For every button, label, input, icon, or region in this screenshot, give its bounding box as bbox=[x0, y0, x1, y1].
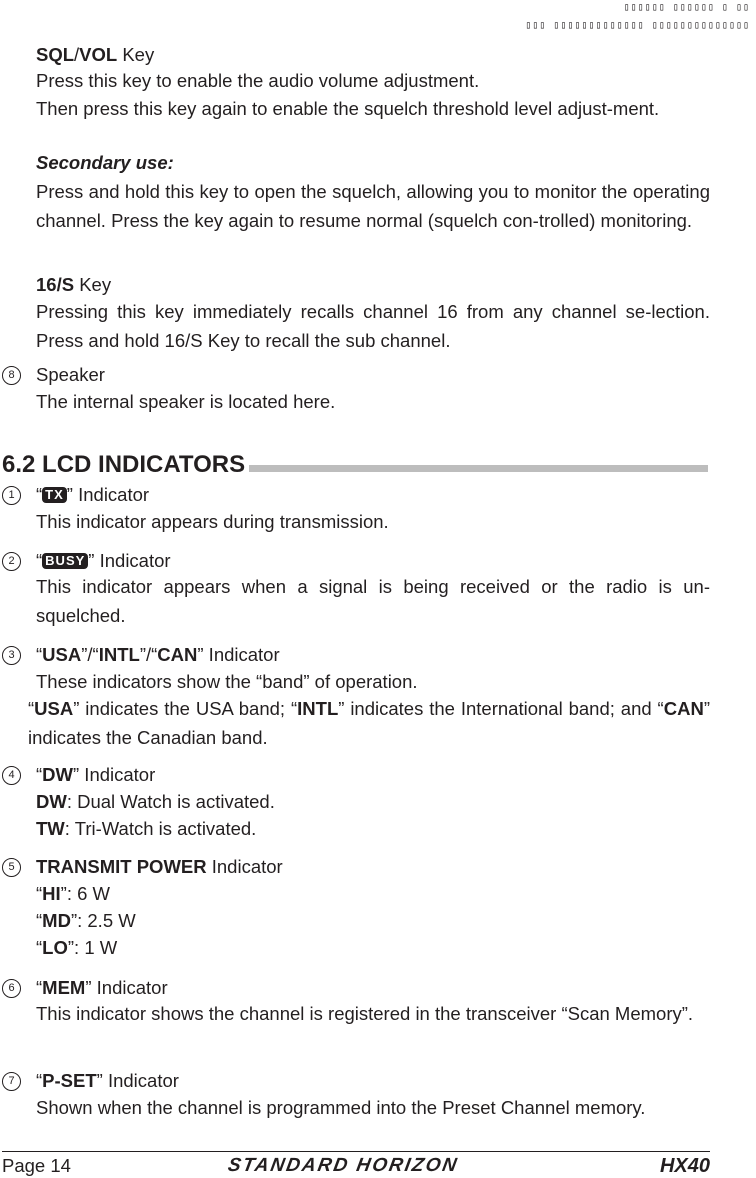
band-usa: USA bbox=[42, 644, 82, 665]
brand-logo: STANDARD HORIZON bbox=[226, 1155, 461, 1176]
power-lo-open: “ bbox=[36, 937, 43, 958]
dw-title-bold: DW bbox=[42, 764, 73, 785]
tx-quote-open: “ bbox=[36, 484, 43, 505]
sqlvol-p2: Then press this key again to enable the squelch threshold level adjust-ment. bbox=[36, 98, 660, 119]
tx-indicator-tag: TX bbox=[42, 487, 67, 503]
band-p1: These indicators show the “band” of operation. bbox=[36, 671, 418, 692]
band-p2a: “ bbox=[28, 698, 35, 719]
power-title bbox=[36, 856, 283, 878]
power-hi bbox=[36, 883, 110, 905]
key16s-title bbox=[36, 274, 111, 296]
band-can: CAN bbox=[157, 644, 198, 665]
band-title bbox=[36, 644, 280, 666]
mem-title bbox=[36, 977, 168, 999]
band-p2c: ” indicates the International band; and “ bbox=[338, 698, 664, 719]
power-title-bold: TRANSMIT POWER bbox=[36, 856, 207, 877]
item-number-badge: 1 bbox=[2, 486, 21, 505]
mem-title-bold: MEM bbox=[42, 977, 86, 998]
band-p2b: ” indicates the USA band; “ bbox=[73, 698, 298, 719]
tx-quote-close: ” Indicator bbox=[66, 484, 150, 505]
power-hi-open: “ bbox=[36, 883, 43, 904]
footer-page-number: Page 14 bbox=[2, 1155, 71, 1176]
power-md-open: “ bbox=[36, 910, 43, 931]
busy-quote-close: ” Indicator bbox=[88, 550, 171, 571]
busy-title bbox=[36, 550, 171, 572]
tx-title bbox=[36, 484, 149, 506]
pset-p1: Shown when the channel is programmed into the Preset Channel memory. bbox=[36, 1097, 646, 1118]
dw-line2-bold: TW bbox=[36, 818, 65, 839]
power-title-suffix: Indicator bbox=[206, 856, 283, 877]
power-md bbox=[36, 910, 136, 932]
dw-quote-close: ” Indicator bbox=[73, 764, 156, 785]
pset-title bbox=[36, 1070, 179, 1092]
dw-line2 bbox=[36, 818, 256, 840]
dw-line1-bold: DW bbox=[36, 791, 67, 812]
dw-line2-text: : Tri-Watch is activated. bbox=[64, 818, 257, 839]
band-t3: ”/“ bbox=[139, 644, 158, 665]
item-number-badge: 6 bbox=[2, 979, 21, 998]
speaker-title: Speaker bbox=[36, 364, 105, 385]
mem-quote-open: “ bbox=[36, 977, 43, 998]
power-md-label: MD bbox=[42, 910, 71, 931]
key16s-p1: Pressing this key immediately recalls channel 16 from any channel se-lection. Press and hold 16/S Key to recall the sub channel. bbox=[36, 301, 710, 351]
dw-title bbox=[36, 764, 155, 786]
power-lo-label: LO bbox=[42, 937, 68, 958]
power-hi-label: HI bbox=[42, 883, 61, 904]
header-garbled-text-2: ▯▯▯ ▯▯▯▯▯▯▯▯▯▯▯▯▯ ▯▯▯▯▯▯▯▯▯▯▯▯▯▯ bbox=[525, 20, 750, 31]
header-garbled-text-1: ▯▯▯▯▯▯ ▯▯▯▯▯▯ ▯ ▯▯ bbox=[623, 2, 750, 13]
power-hi-value: ”: 6 W bbox=[60, 883, 111, 904]
footer-rule bbox=[2, 1151, 710, 1152]
mem-p1: This indicator shows the channel is registered in the transceiver “Scan Memory”. bbox=[36, 1003, 694, 1024]
band-t1: “ bbox=[36, 644, 43, 665]
mem-quote-close: ” Indicator bbox=[85, 977, 168, 998]
sqlvol-p3: Press and hold this key to open the squelch, allowing you to monitor the operating channel. Press the key again to resume normal (squelch con-trolled) monitoring. bbox=[36, 181, 710, 231]
sqlvol-title-b: VOL bbox=[79, 44, 118, 65]
busy-quote-open: “ bbox=[36, 550, 43, 571]
power-lo bbox=[36, 937, 117, 959]
pset-quote-open: “ bbox=[36, 1070, 43, 1091]
busy-indicator-tag: BUSY bbox=[42, 553, 88, 569]
item-number-badge: 5 bbox=[2, 858, 21, 877]
band-p2 bbox=[28, 694, 710, 752]
power-md-value: ”: 2.5 W bbox=[70, 910, 136, 931]
item-number-badge: 3 bbox=[2, 646, 21, 665]
power-lo-value: ”: 1 W bbox=[67, 937, 118, 958]
sqlvol-title bbox=[36, 44, 154, 66]
sqlvol-title-suffix: Key bbox=[117, 44, 155, 65]
dw-quote-open: “ bbox=[36, 764, 43, 785]
footer-model: HX40 bbox=[659, 1155, 710, 1177]
sqlvol-secondary-label: Secondary use: bbox=[36, 152, 174, 173]
item-number-badge: 7 bbox=[2, 1072, 21, 1091]
item-number-badge: 8 bbox=[2, 366, 21, 385]
key16s-title-bold: 16/S bbox=[36, 274, 75, 295]
item-number-badge: 4 bbox=[2, 766, 21, 785]
tx-p1: This indicator appears during transmission. bbox=[36, 511, 389, 532]
sqlvol-title-a: SQL bbox=[36, 44, 75, 65]
speaker-p1: The internal speaker is located here. bbox=[36, 391, 336, 412]
band-t4: ” Indicator bbox=[197, 644, 280, 665]
band-p2-can: CAN bbox=[663, 698, 704, 719]
sqlvol-title-sep: / bbox=[74, 44, 80, 65]
band-t2: ”/“ bbox=[81, 644, 99, 665]
band-p2d: ” indicates the Canadian band. bbox=[28, 698, 710, 748]
key16s-title-suffix: Key bbox=[74, 274, 112, 295]
band-intl: INTL bbox=[98, 644, 140, 665]
sqlvol-p1: Press this key to enable the audio volume adjustment. bbox=[36, 70, 480, 91]
dw-line1 bbox=[36, 791, 275, 813]
band-p2-intl: INTL bbox=[297, 698, 339, 719]
band-p2-usa: USA bbox=[34, 698, 74, 719]
busy-p1: This indicator appears when a signal is being received or the radio is un-squelched. bbox=[36, 576, 710, 626]
section-heading: 6.2 LCD INDICATORS bbox=[2, 450, 249, 480]
item-number-badge: 2 bbox=[2, 552, 21, 571]
dw-line1-text: : Dual Watch is activated. bbox=[66, 791, 275, 812]
pset-quote-close: ” Indicator bbox=[96, 1070, 179, 1091]
pset-title-bold: P-SET bbox=[42, 1070, 97, 1091]
